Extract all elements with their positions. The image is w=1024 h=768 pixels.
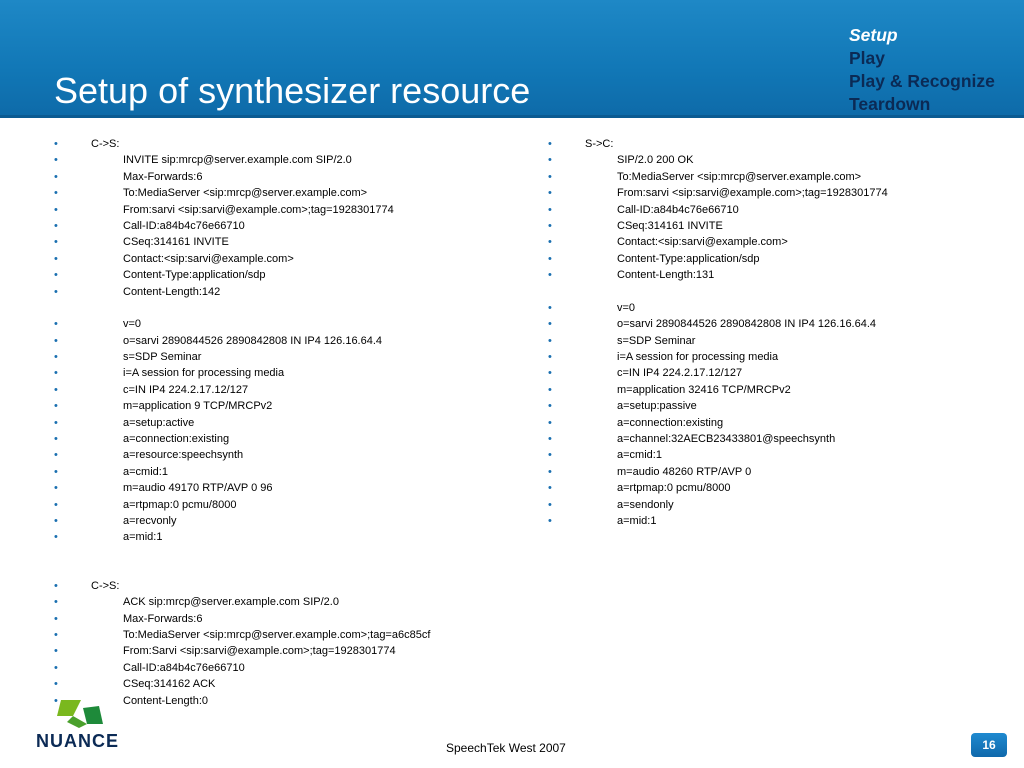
bullet-icon: • <box>548 154 552 167</box>
left-line <box>54 415 524 431</box>
left-line-text: a=setup:active <box>123 416 195 429</box>
right-line <box>548 513 1018 529</box>
bullet-icon: • <box>54 269 58 282</box>
right-line <box>548 300 1018 316</box>
right-line <box>548 136 1018 152</box>
logo-wordmark: NUANCE <box>36 731 120 751</box>
right-line-text: m=audio 48260 RTP/AVP 0 <box>617 465 752 478</box>
right-line <box>548 480 1018 496</box>
left-line-text: Content-Length:142 <box>123 285 221 298</box>
bullet-icon: • <box>54 351 58 364</box>
left-line-text: m=audio 49170 RTP/AVP 0 96 <box>123 482 273 495</box>
left-line-text: Content-Length:0 <box>123 694 209 707</box>
right-line-text: From:sarvi <sip:sarvi@example.com>;tag=1928301774 <box>617 187 888 200</box>
left-line-text: To:MediaServer <sip:mrcp@server.example.com>;tag=a6c85cf <box>123 628 431 641</box>
right-line <box>548 415 1018 431</box>
right-line <box>548 169 1018 185</box>
right-line-text: a=channel:32AECB23433801@speechsynth <box>617 433 836 446</box>
bullet-icon: • <box>54 661 58 674</box>
left-line <box>54 578 524 594</box>
bullet-icon: • <box>548 301 552 314</box>
bullet-icon: • <box>54 334 58 347</box>
right-line <box>548 218 1018 234</box>
left-line-text: INVITE sip:mrcp@server.example.com SIP/2.0 <box>123 154 352 167</box>
left-line-text: o=sarvi 2890844526 2890842808 IN IP4 126.16.64.4 <box>123 334 383 347</box>
bullet-icon: • <box>548 187 552 200</box>
right-line-text: a=cmid:1 <box>617 449 662 462</box>
bullet-icon: • <box>54 645 58 658</box>
bullet-icon: • <box>548 367 552 380</box>
right-line <box>548 349 1018 365</box>
bullet-icon: • <box>54 203 58 216</box>
left-line <box>54 529 524 545</box>
left-line-text: Content-Type:application/sdp <box>123 269 266 282</box>
right-line-text: a=mid:1 <box>617 514 657 527</box>
bullet-icon: • <box>54 416 58 429</box>
left-line-text: a=connection:existing <box>123 433 230 446</box>
right-message-column <box>548 136 1018 529</box>
left-line-text: To:MediaServer <sip:mrcp@server.example.com> <box>123 187 368 200</box>
right-line-text: Call-ID:a84b4c76e66710 <box>617 203 739 216</box>
right-line <box>548 185 1018 201</box>
right-line-text: a=connection:existing <box>617 416 724 429</box>
right-line-text: To:MediaServer <sip:mrcp@server.example.com> <box>617 170 862 183</box>
left-line <box>54 497 524 513</box>
right-line <box>548 365 1018 381</box>
spacer <box>548 284 1018 300</box>
bullet-icon: • <box>548 498 552 511</box>
right-line <box>548 447 1018 463</box>
right-line <box>548 202 1018 218</box>
right-line <box>548 333 1018 349</box>
bullet-icon: • <box>54 400 58 413</box>
left-line-text: CSeq:314162 ACK <box>123 678 216 691</box>
bullet-icon: • <box>548 400 552 413</box>
bullet-icon: • <box>548 203 552 216</box>
left-line <box>54 676 524 692</box>
bullet-icon: • <box>54 367 58 380</box>
left-line <box>54 152 524 168</box>
left-line <box>54 447 524 463</box>
left-line-text: Call-ID:a84b4c76e66710 <box>123 219 245 232</box>
right-line <box>548 464 1018 480</box>
right-line-text: o=sarvi 2890844526 2890842808 IN IP4 126.16.64.4 <box>617 318 877 331</box>
bullet-icon: • <box>54 678 58 691</box>
left-line-text: a=mid:1 <box>123 531 163 544</box>
bullet-icon: • <box>54 612 58 625</box>
bullet-icon: • <box>548 383 552 396</box>
right-line-text: s=SDP Seminar <box>617 334 696 347</box>
bullet-icon: • <box>548 318 552 331</box>
bullet-icon: • <box>548 252 552 265</box>
bullet-icon: • <box>54 318 58 331</box>
right-line-text: a=setup:passive <box>617 400 697 413</box>
left-line-text: i=A session for processing media <box>123 367 285 380</box>
left-line-text: Contact:<sip:sarvi@example.com> <box>123 252 294 265</box>
left-line-text: From:sarvi <sip:sarvi@example.com>;tag=1928301774 <box>123 203 394 216</box>
agenda-item-play: Play <box>849 48 885 68</box>
left-line <box>54 284 524 300</box>
left-line-text: a=rtpmap:0 pcmu/8000 <box>123 498 237 511</box>
bullet-icon: • <box>548 170 552 183</box>
footer-conference: SpeechTek West 2007 <box>446 741 566 755</box>
bullet-icon: • <box>54 596 58 609</box>
left-line <box>54 594 524 610</box>
bullet-icon: • <box>548 465 552 478</box>
bullet-icon: • <box>54 383 58 396</box>
right-line <box>548 267 1018 283</box>
right-line <box>548 251 1018 267</box>
right-line-text: a=rtpmap:0 pcmu/8000 <box>617 482 731 495</box>
bullet-icon: • <box>548 482 552 495</box>
bullet-icon: • <box>54 252 58 265</box>
bullet-icon: • <box>548 433 552 446</box>
bullet-icon: • <box>54 514 58 527</box>
left-line <box>54 398 524 414</box>
bullet-icon: • <box>54 531 58 544</box>
right-line-text: m=application 32416 TCP/MRCPv2 <box>617 383 791 396</box>
left-line <box>54 251 524 267</box>
left-message-column <box>54 136 524 709</box>
right-line-text: c=IN IP4 224.2.17.12/127 <box>617 367 743 380</box>
right-line <box>548 152 1018 168</box>
bullet-icon: • <box>54 579 58 592</box>
bullet-icon: • <box>54 138 58 150</box>
left-line <box>54 333 524 349</box>
bullet-icon: • <box>54 236 58 249</box>
left-line-text: a=recvonly <box>123 514 177 527</box>
left-line-text: v=0 <box>123 318 142 331</box>
bullet-icon: • <box>54 219 58 232</box>
left-line <box>54 218 524 234</box>
left-line <box>54 202 524 218</box>
bullet-icon: • <box>54 498 58 511</box>
right-line-text: v=0 <box>617 301 636 314</box>
left-line-text: ACK sip:mrcp@server.example.com SIP/2.0 <box>123 596 339 609</box>
right-line-text: SIP/2.0 200 OK <box>617 154 694 167</box>
bullet-icon: • <box>54 187 58 200</box>
bullet-icon: • <box>548 514 552 527</box>
left-line <box>54 643 524 659</box>
bullet-icon: • <box>54 694 58 707</box>
bullet-icon: • <box>548 449 552 462</box>
left-line <box>54 234 524 250</box>
left-line <box>54 382 524 398</box>
bullet-icon: • <box>54 433 58 446</box>
left-line-text: Max-Forwards:6 <box>123 170 203 183</box>
left-line <box>54 627 524 643</box>
left-line <box>54 513 524 529</box>
right-line-text: CSeq:314161 INVITE <box>617 219 723 232</box>
right-line <box>548 382 1018 398</box>
bullet-icon: • <box>548 138 552 150</box>
header-band <box>0 0 1024 118</box>
bullet-icon: • <box>54 449 58 462</box>
bullet-icon: • <box>548 236 552 249</box>
right-line-text: i=A session for processing media <box>617 351 779 364</box>
bullet-icon: • <box>54 482 58 495</box>
right-line-text: Contact:<sip:sarvi@example.com> <box>617 236 788 249</box>
left-line <box>54 267 524 283</box>
left-line <box>54 185 524 201</box>
agenda-item-teardown: Teardown <box>849 94 931 114</box>
right-line <box>548 431 1018 447</box>
bullet-icon: • <box>54 285 58 298</box>
left-line-text: m=application 9 TCP/MRCPv2 <box>123 400 273 413</box>
left-line <box>54 480 524 496</box>
left-line-text: C->S: <box>91 138 120 150</box>
left-line-text: C->S: <box>91 579 120 592</box>
left-line <box>54 611 524 627</box>
bullet-icon: • <box>54 465 58 478</box>
left-line <box>54 349 524 365</box>
left-line <box>54 136 524 152</box>
right-line <box>548 497 1018 513</box>
bullet-icon: • <box>548 334 552 347</box>
left-line-text: Max-Forwards:6 <box>123 612 203 625</box>
agenda-item-play-recognize: Play & Recognize <box>849 71 995 91</box>
right-line <box>548 234 1018 250</box>
left-line-text: From:Sarvi <sip:sarvi@example.com>;tag=1928301774 <box>123 645 396 658</box>
left-line-text: a=cmid:1 <box>123 465 168 478</box>
agenda-list <box>849 24 995 116</box>
left-line-text: Call-ID:a84b4c76e66710 <box>123 661 245 674</box>
bullet-icon: • <box>548 269 552 282</box>
left-line <box>54 316 524 332</box>
slide-title: Setup of synthesizer resource <box>54 70 531 111</box>
right-line-text: Content-Type:application/sdp <box>617 252 760 265</box>
bullet-icon: • <box>54 628 58 641</box>
bullet-icon: • <box>54 170 58 183</box>
left-line-text: a=resource:speechsynth <box>123 449 244 462</box>
spacer <box>54 300 524 316</box>
page-number-badge: 16 <box>971 733 1007 757</box>
left-line <box>54 431 524 447</box>
agenda-item-setup: Setup <box>849 25 898 45</box>
left-line-text: s=SDP Seminar <box>123 351 202 364</box>
left-line <box>54 365 524 381</box>
bullet-icon: • <box>548 351 552 364</box>
left-line-text: c=IN IP4 224.2.17.12/127 <box>123 383 249 396</box>
bullet-icon: • <box>548 219 552 232</box>
left-line <box>54 169 524 185</box>
right-line <box>548 398 1018 414</box>
right-line-text: S->C: <box>585 138 614 150</box>
left-line <box>54 660 524 676</box>
bullet-icon: • <box>548 416 552 429</box>
left-line-text: CSeq:314161 INVITE <box>123 236 229 249</box>
left-line <box>54 464 524 480</box>
spacer <box>54 546 524 578</box>
right-line-text: Content-Length:131 <box>617 269 715 282</box>
bullet-icon: • <box>54 154 58 167</box>
right-line <box>548 316 1018 332</box>
right-line-text: a=sendonly <box>617 498 674 511</box>
